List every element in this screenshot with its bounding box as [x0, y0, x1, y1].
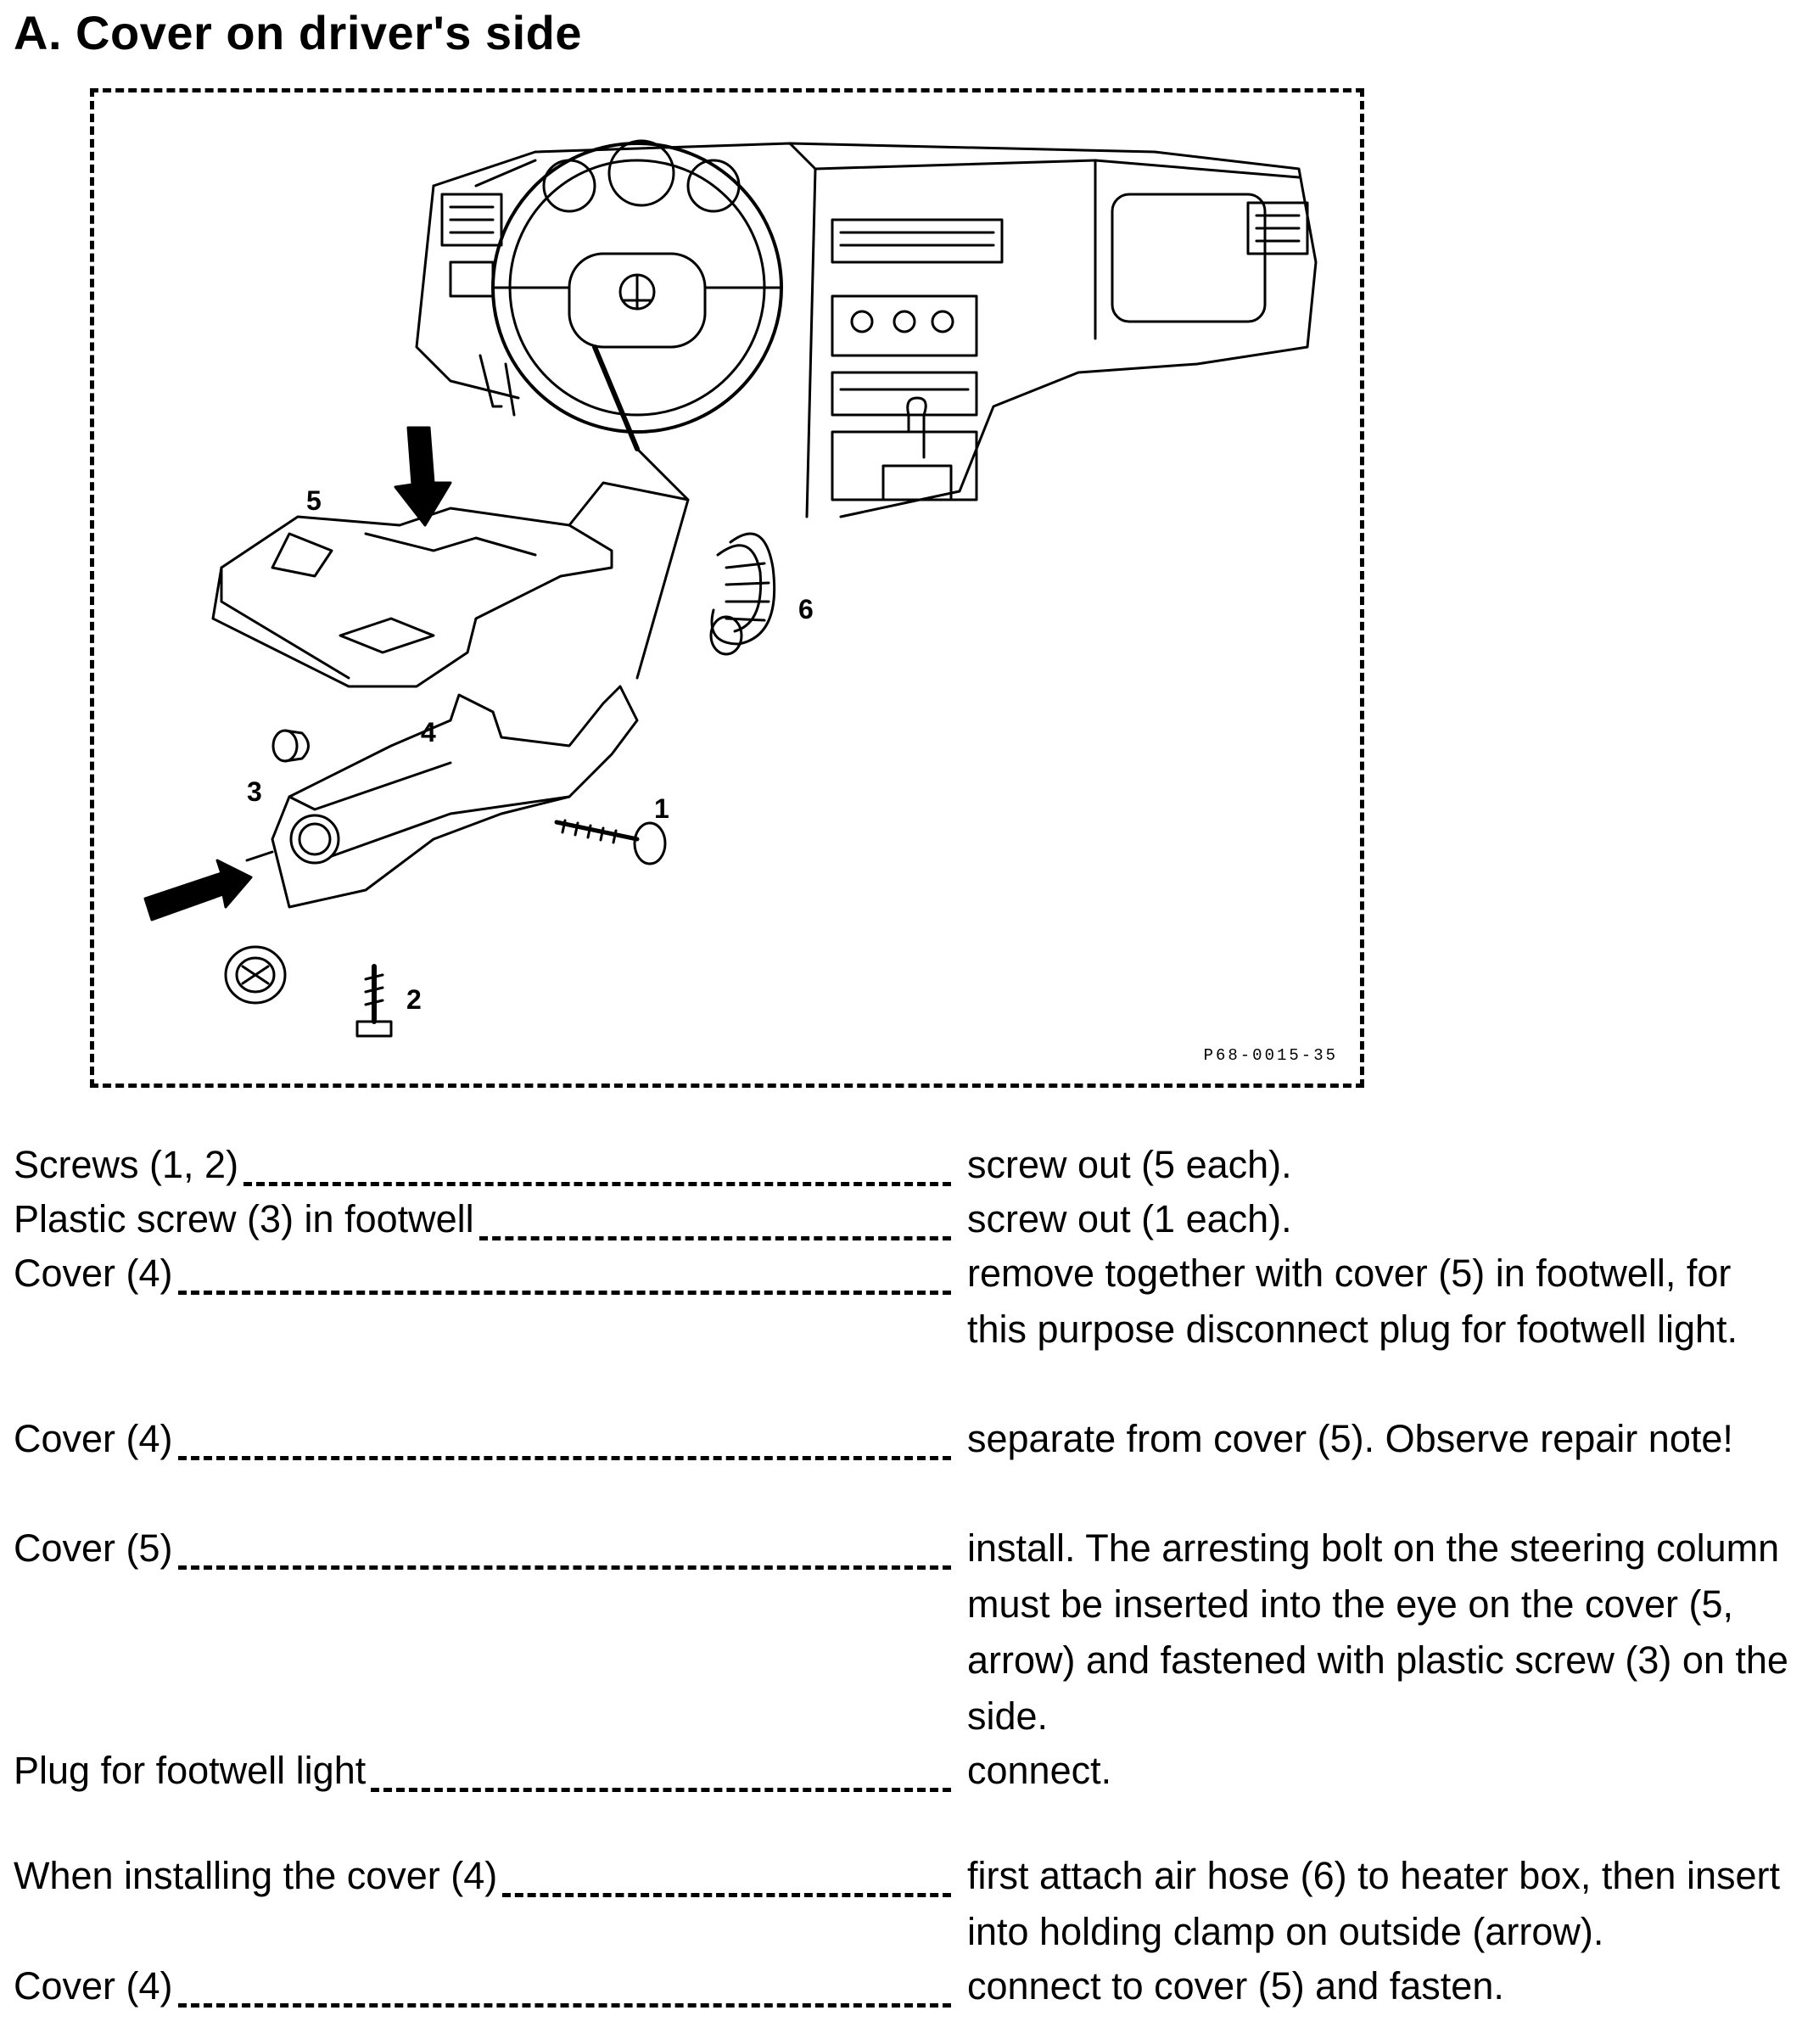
- step-item: Plug for footwell light: [14, 1749, 367, 1792]
- step-item: When installing the cover (4): [14, 1854, 498, 1897]
- callout-6: 6: [798, 594, 814, 624]
- step-action: screw out (1 each).: [967, 1197, 1292, 1240]
- step-action: remove together with cover (5) in footwell, for this purpose disconnect plug for footwell light.: [967, 1252, 1738, 1351]
- callout-2: 2: [406, 984, 422, 1015]
- screw-2-drawing: [357, 966, 391, 1036]
- step-action: separate from cover (5). Observe repair note!: [967, 1417, 1733, 1460]
- leader-dots: [178, 1456, 951, 1460]
- cover-4-drawing: [247, 686, 637, 907]
- leader-dots: [178, 1291, 951, 1295]
- callout-1: 1: [654, 793, 669, 824]
- dashboard-drawing: [417, 141, 1316, 517]
- screw-1-drawing: [557, 820, 665, 864]
- grommet-drawing: [226, 947, 285, 1003]
- page-title: A. Cover on driver's side: [14, 6, 583, 59]
- leader-dots: [371, 1788, 951, 1792]
- step-item: Plastic screw (3) in footwell: [14, 1197, 474, 1240]
- step-action: install. The arresting bolt on the steering column must be inserted into the eye on the cover (5, arrow) and fastened with plastic screw (3) on the side.: [967, 1526, 1788, 1738]
- step-action: screw out (5 each).: [967, 1143, 1292, 1186]
- plastic-screw-3-drawing: [273, 731, 309, 761]
- callout-5: 5: [306, 485, 322, 516]
- step-action: connect.: [967, 1749, 1112, 1792]
- step-item: Cover (4): [14, 1417, 173, 1460]
- step-item: Cover (4): [14, 1252, 173, 1295]
- leader-dots: [502, 1893, 951, 1897]
- leader-dots: [479, 1236, 951, 1240]
- step-item: Cover (4): [14, 1964, 173, 2008]
- callout-3: 3: [247, 776, 262, 807]
- step-item: Screws (1, 2): [14, 1143, 239, 1186]
- step-item: Cover (5): [14, 1526, 173, 1570]
- leader-dots: [178, 1565, 951, 1570]
- cover-5-drawing: [213, 483, 688, 686]
- dashboard-exploded-drawing: [94, 92, 1360, 1084]
- callout-4: 4: [421, 717, 436, 748]
- leader-dots: [243, 1182, 951, 1186]
- step-action: first attach air hose (6) to heater box, then insert into holding clamp on outside (arrow).: [967, 1854, 1780, 1953]
- arrow-right-icon: [145, 860, 251, 920]
- figure-code: P68-0015-35: [1203, 1046, 1338, 1065]
- step-action: connect to cover (5) and fasten.: [967, 1964, 1504, 2008]
- leader-dots: [178, 2003, 951, 2008]
- exploded-view-figure: [90, 88, 1364, 1088]
- air-hose-6-drawing: [711, 534, 775, 654]
